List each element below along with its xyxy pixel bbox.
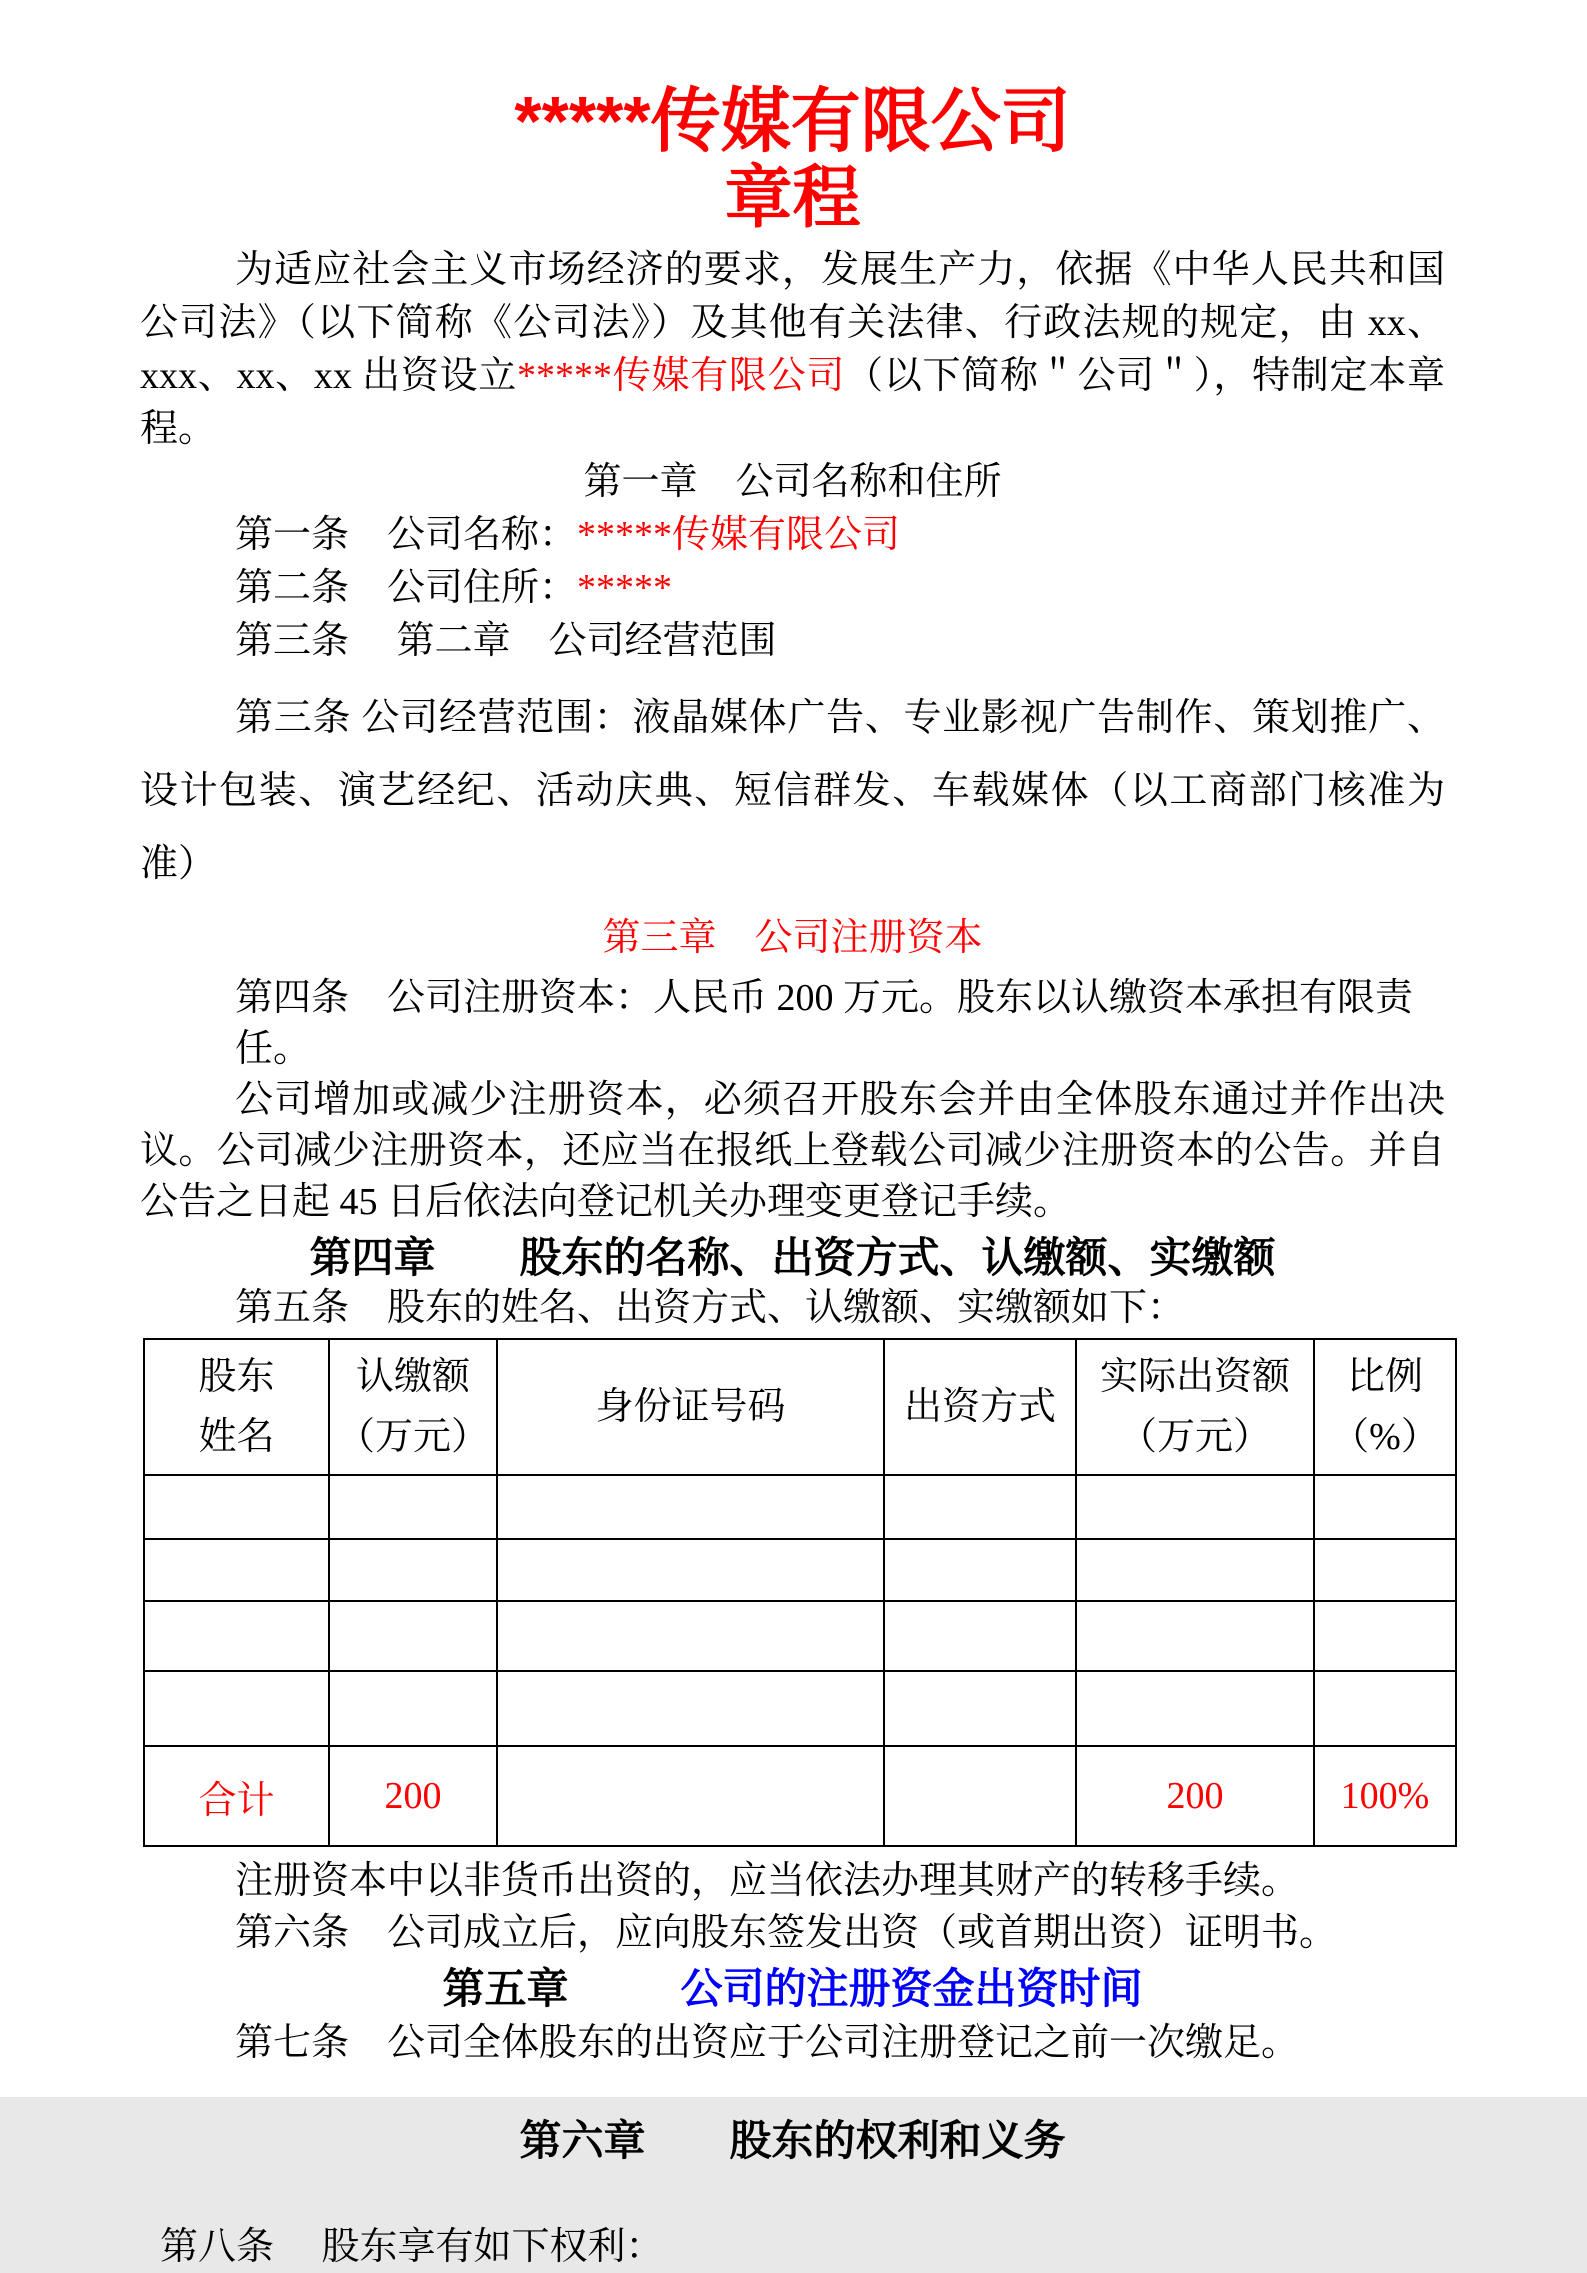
article-1-company-name-red: *****传媒有限公司 <box>577 514 901 556</box>
article-8-label: 第八条 <box>160 2226 275 2268</box>
article-2-label: 第二条 <box>235 567 350 609</box>
company-name-title: *****传媒有限公司 <box>514 82 1071 160</box>
header-shareholder-name: 股东 姓名 <box>144 1339 329 1475</box>
intro-paragraph <box>140 244 1445 456</box>
header-contribution-method: 出资方式 <box>884 1339 1076 1475</box>
article-1-line <box>140 509 1445 562</box>
chapter-4-number: 第四章 <box>309 1234 436 1281</box>
chapter-6-number: 第六章 <box>519 2117 646 2164</box>
article-2-line <box>140 562 1445 615</box>
total-actual-cell: 200 <box>1076 1746 1314 1846</box>
article-2-address-red: ***** <box>577 567 673 609</box>
chapter-3-heading: 第三章 公司注册资本 <box>602 917 983 959</box>
header-id-number: 身份证号码 <box>497 1339 884 1475</box>
article-3-text: 第二章 公司经营范围 <box>396 620 777 662</box>
charter-title: 章程 <box>724 160 861 236</box>
total-subscribed-cell: 200 <box>329 1746 497 1846</box>
total-id-cell <box>497 1746 884 1846</box>
empty-shareholder-row <box>144 1475 1456 1539</box>
total-ratio-cell: 100% <box>1314 1746 1456 1846</box>
chapter-5-title: 公司的注册资金出资时间 <box>680 1965 1143 2012</box>
article-1-label: 第一条 <box>235 514 350 556</box>
empty-shareholder-row <box>144 1601 1456 1671</box>
article-3-line <box>140 615 1445 668</box>
shareholder-table <box>143 1338 1457 1847</box>
chapter-4-heading <box>140 1232 1445 1284</box>
chapter-1-heading: 第一章 公司名称和住所 <box>583 461 1002 503</box>
header-actual-amount: 实际出资额 （万元） <box>1076 1339 1314 1475</box>
article-8-line <box>140 2221 1445 2273</box>
total-row <box>144 1746 1456 1846</box>
article-6-line: 第六条 公司成立后，应向股东签发出资（或首期出资）证明书。 <box>235 1912 1338 1954</box>
article-7-line: 第七条 公司全体股东的出资应于公司注册登记之前一次缴足。 <box>235 2022 1300 2064</box>
capital-change-paragraph: 公司增加或减少注册资本，必须召开股东会并由全体股东通过并作出决议。公司减少注册资本，还应当在报纸上登载公司减少注册资本的公告。并自公告之日起 45 日后依法向登记机关办理变更登记手续。 <box>140 1079 1445 1223</box>
intro-text-before: 为适应社会主义市场经济的要求，发展生产力，依据《中华人民共和国公司法》（以下简称《公司法》）及其他有关法律、行政法规的规定，由 xx、xxx、xx、xx 出资设立 <box>140 249 1445 397</box>
article-3-label: 第三条 <box>235 620 350 662</box>
article-4-line: 第四条 公司注册资本：人民币 200 万元。股东以认缴资本承担有限责任。 <box>235 977 1414 1070</box>
header-ratio: 比例 （%） <box>1314 1339 1456 1475</box>
empty-shareholder-row <box>144 1671 1456 1746</box>
chapter-4-title: 股东的名称、出资方式、认缴额、实缴额 <box>519 1234 1276 1281</box>
intro-company-name-red: *****传媒有限公司 <box>517 355 846 397</box>
non-monetary-contribution-line: 注册资本中以非货币出资的，应当依法办理其财产的转移手续。 <box>235 1860 1300 1902</box>
article-8-text: 股东享有如下权利： <box>321 2226 664 2268</box>
business-scope-paragraph: 第三条 公司经营范围：液晶媒体广告、专业影视广告制作、策划推广、设计包装、演艺经纪、活动庆典、短信群发、车载媒体（以工商部门核准为准） <box>140 697 1445 885</box>
total-method-cell <box>884 1746 1076 1846</box>
article-2-prefix: 公司住所： <box>387 567 578 609</box>
table-header-row <box>144 1339 1456 1475</box>
total-label-cell: 合计 <box>144 1746 329 1846</box>
header-subscribed-amount: 认缴额 （万元） <box>329 1339 497 1475</box>
intro-text-after: （以下简称＂公司＂），特制定本章程。 <box>140 355 1445 450</box>
chapter-5-heading <box>140 1961 1445 2017</box>
chapter-6-title: 股东的权利和义务 <box>729 2117 1066 2164</box>
chapter-6-heading <box>140 2113 1445 2169</box>
article-1-prefix: 公司名称： <box>387 514 578 556</box>
empty-shareholder-row <box>144 1539 1456 1601</box>
article-5-line: 第五条 股东的姓名、出资方式、认缴额、实缴额如下： <box>235 1287 1186 1329</box>
chapter-5-number: 第五章 <box>442 1965 569 2012</box>
